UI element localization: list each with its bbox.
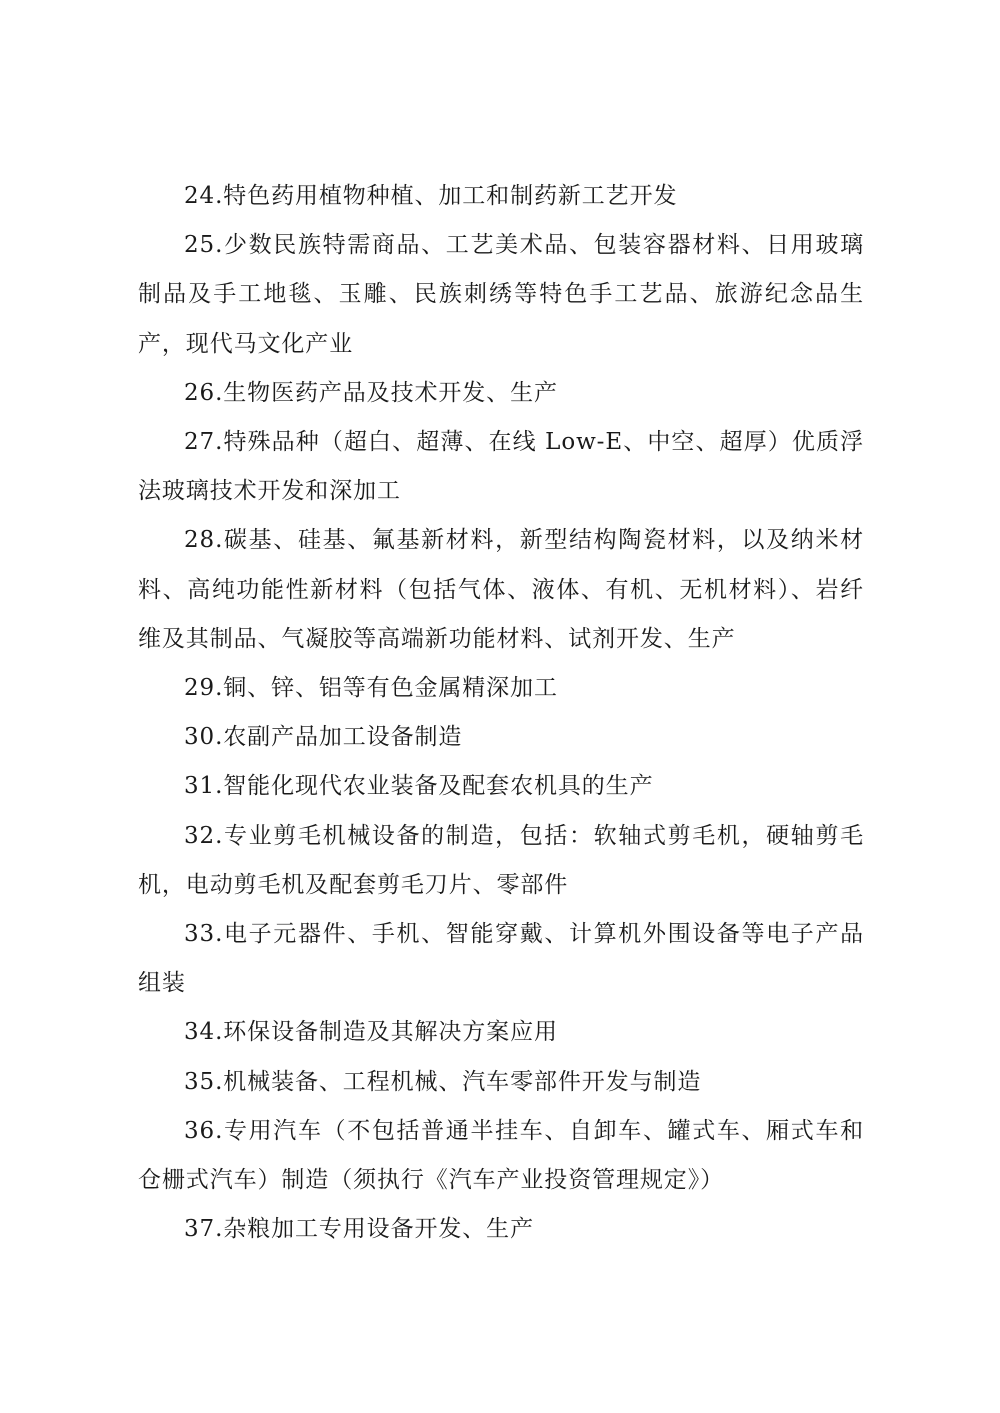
- list-item-33: 33.电子元器件、手机、智能穿戴、计算机外围设备等电子产品组装: [138, 921, 864, 997]
- list-item-25: 25.少数民族特需商品、工艺美术品、包装容器材料、日用玻璃制品及手工地毯、玉雕、民族刺绣等特色手工艺品、旅游纪念品生产，现代马文化产业: [138, 232, 864, 357]
- list-item-28: 28.碳基、硅基、氟基新材料，新型结构陶瓷材料，以及纳米材料、高纯功能性新材料（包括气体、液体、有机、无机材料）、岩纤维及其制品、气凝胶等高端新功能材料、试剂开发、生产: [138, 527, 864, 652]
- list-item-30: 30.农副产品加工设备制造: [184, 724, 463, 751]
- item-list: [138, 172, 864, 1254]
- list-item-35: 35.机械装备、工程机械、汽车零部件开发与制造: [184, 1068, 702, 1095]
- list-item-29: 29.铜、锌、铝等有色金属精深加工: [184, 675, 558, 702]
- list-item-36: 36.专用汽车（不包括普通半挂车、自卸车、罐式车、厢式车和仓栅式汽车）制造（须执行《汽车产业投资管理规定》）: [138, 1117, 864, 1194]
- list-item-32: 32.专业剪毛机械设备的制造，包括：软轴式剪毛机，硬轴剪毛机，电动剪毛机及配套剪毛刀片、零部件: [138, 822, 864, 898]
- list-item-26: 26.生物医药产品及技术开发、生产: [184, 379, 558, 406]
- list-item-24: 24.特色药用植物种植、加工和制药新工艺开发: [184, 183, 678, 209]
- list-item-34: 34.环保设备制造及其解决方案应用: [184, 1019, 558, 1046]
- list-item-27: 27.特殊品种（超白、超薄、在线 Low-E、中空、超厚）优质浮法玻璃技术开发和深加工: [138, 429, 864, 505]
- list-item-31: 31.智能化现代农业装备及配套农机具的生产: [184, 773, 654, 800]
- list-item-37: 37.杂粮加工专用设备开发、生产: [184, 1216, 534, 1243]
